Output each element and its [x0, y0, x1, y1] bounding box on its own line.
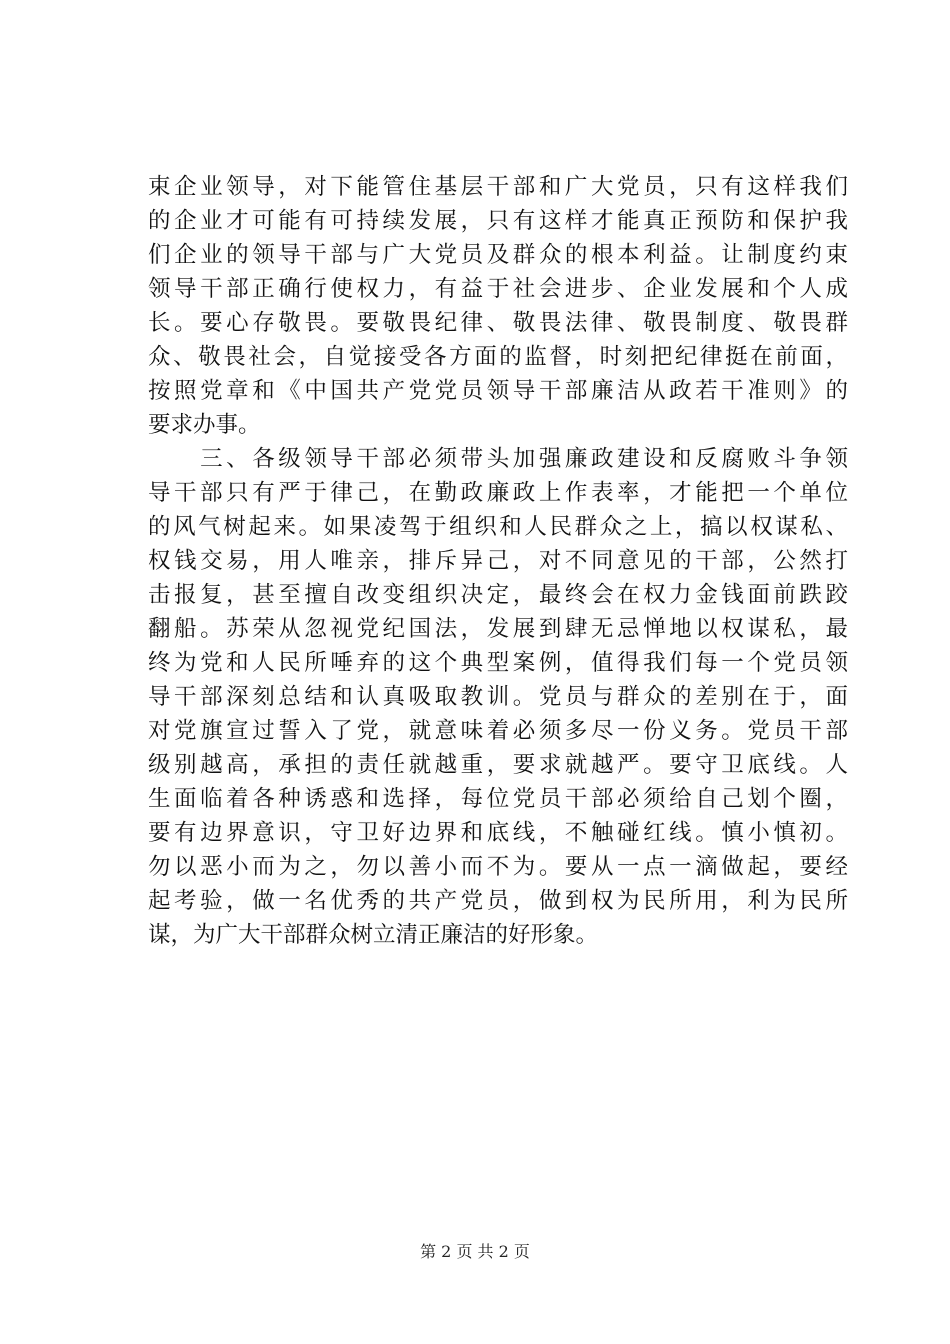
- text-line: 按照党章和《中国共产党党员领导干部廉洁从政若干准则》的: [148, 378, 848, 404]
- text-line: 领导干部正确行使权力，有益于社会进步、企业发展和个人成: [148, 276, 848, 302]
- text-line: 生面临着各种诱惑和选择，每位党员干部必须给自己划个圈，: [148, 786, 848, 812]
- text-line: 击报复，甚至擅自改变组织决定，最终会在权力金钱面前跌跤: [148, 582, 848, 608]
- text-line: 导干部只有严于律己，在勤政廉政上作表率，才能把一个单位: [148, 480, 848, 506]
- text-line: 要求办事。: [148, 412, 261, 438]
- text-line: 起考验，做一名优秀的共产党员，做到权为民所用，利为民所: [148, 888, 848, 914]
- text-line: 级别越高，承担的责任就越重，要求就越严。要守卫底线。人: [148, 752, 848, 778]
- body-text: [148, 170, 848, 952]
- text-line: 要有边界意识，守卫好边界和底线，不触碰红线。慎小慎初。: [148, 820, 848, 846]
- text-line: 权钱交易，用人唯亲，排斥异己，对不同意见的干部，公然打: [148, 548, 848, 574]
- text-line: 三、各级领导干部必须带头加强廉政建设和反腐败斗争领: [148, 446, 848, 472]
- text-line: 谋，为广大干部群众树立清正廉洁的好形象。: [148, 922, 599, 948]
- text-line: 束企业领导，对下能管住基层干部和广大党员，只有这样我们: [148, 174, 848, 200]
- text-line: 翻船。苏荣从忽视党纪国法，发展到肆无忌惮地以权谋私，最: [148, 616, 848, 642]
- text-line: 的风气树起来。如果凌驾于组织和人民群众之上，搞以权谋私、: [148, 514, 848, 540]
- text-line: 导干部深刻总结和认真吸取教训。党员与群众的差别在于，面: [148, 684, 848, 710]
- text-line: 们企业的领导干部与广大党员及群众的根本利益。让制度约束: [148, 242, 848, 268]
- text-line: 对党旗宣过誓入了党，就意味着必须多尽一份义务。党员干部: [148, 718, 848, 744]
- text-line: 勿以恶小而为之，勿以善小而不为。要从一点一滴做起，要经: [148, 854, 848, 880]
- text-line: 众、敬畏社会，自觉接受各方面的监督，时刻把纪律挺在前面，: [148, 344, 848, 370]
- page-footer: 第 2 页 共 2 页: [420, 1242, 530, 1261]
- text-line: 终为党和人民所唾弃的这个典型案例，值得我们每一个党员领: [148, 650, 848, 676]
- text-line: 的企业才可能有可持续发展，只有这样才能真正预防和保护我: [148, 208, 848, 234]
- text-line: 长。要心存敬畏。要敬畏纪律、敬畏法律、敬畏制度、敬畏群: [148, 310, 848, 336]
